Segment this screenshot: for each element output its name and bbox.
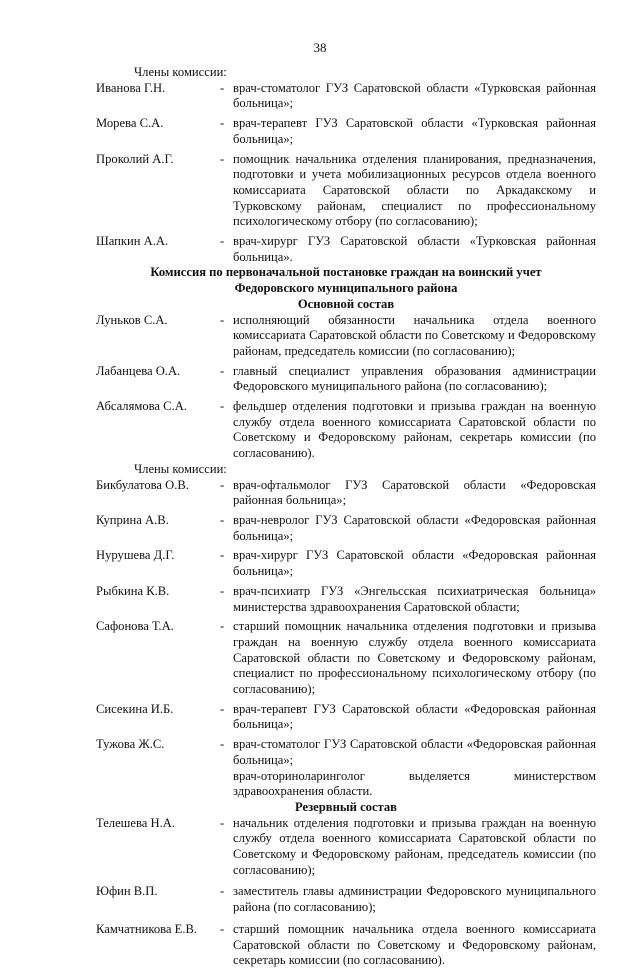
member-name: Сисекина И.Б.	[96, 701, 174, 716]
member-position: врач-психиатр ГУЗ «Энгельсская психиатрическая больница» министерства здравоохранения Саратовской области;	[233, 583, 596, 614]
member-name: Нурушева Д.Г.	[96, 548, 175, 563]
member-position: врач-хирург ГУЗ Саратовской области «Федоровская районная больница»;	[233, 548, 596, 579]
commission-title-line1: Комиссия по первоначальной постановке граждан на воинский учет	[150, 265, 542, 280]
member-position: исполняющий обязанности начальника отдела военного комиссариата Саратовской области по Советскому и Федоровскому районам, председатель комиссии (по согласованию);	[233, 312, 596, 358]
member-entry	[96, 478, 596, 509]
members-label: Члены комиссии:	[134, 65, 227, 79]
member-position: старший помощник начальника отдела военного комиссариата Саратовской области по Советскому и Федоровскому районам, секретарь комиссии (по согласованию).	[233, 921, 596, 968]
dash: -	[220, 701, 225, 716]
member-position: врач-стоматолог ГУЗ Саратовской области «Федоровская районная больница»;	[233, 737, 596, 767]
member-entry	[96, 548, 596, 579]
member-name: Куприна А.В.	[96, 512, 169, 527]
dash: -	[220, 234, 225, 249]
dash: -	[220, 363, 225, 378]
member-entry	[96, 81, 596, 112]
dash: -	[220, 477, 225, 492]
page-number: 38	[313, 40, 327, 55]
member-entry	[96, 584, 596, 615]
member-entry	[96, 313, 596, 360]
member-name: Морева С.А.	[96, 116, 164, 131]
member-name: Тужова Ж.С.	[96, 737, 165, 752]
dash: -	[220, 583, 225, 598]
note-text: врач-оториноларинголог выделяется министерством здравоохранения области.	[233, 768, 596, 799]
member-name: Проколий А.Г.	[96, 151, 174, 166]
member-position: врач-стоматолог ГУЗ Саратовской области «Турковская районная больница»;	[233, 80, 596, 111]
dash: -	[220, 921, 225, 936]
member-name: Сафонова Т.А.	[96, 619, 174, 634]
member-name: Иванова Г.Н.	[96, 80, 166, 95]
dash: -	[220, 737, 225, 752]
member-entry	[96, 816, 596, 879]
member-position: заместитель главы администрации Федоровского муниципального района (по согласованию);	[233, 884, 596, 915]
dash: -	[220, 512, 225, 527]
member-entry	[96, 152, 596, 231]
members-label: Члены комиссии:	[134, 461, 227, 476]
document-body	[96, 65, 596, 969]
member-entry	[96, 619, 596, 698]
member-entry	[96, 513, 596, 544]
member-position: старший помощник начальника отделения подготовки и призыва граждан на военную службу отдела военного комиссариата Саратовской области по Советскому и Федоровскому районам, специалист по профессиональному психологическому отбору (по согласованию);	[233, 619, 596, 697]
member-position: врач-терапевт ГУЗ Саратовской области «Турковская районная больница»;	[233, 116, 596, 146]
member-entry	[96, 922, 596, 969]
dash: -	[220, 80, 225, 95]
member-name: Юфин В.П.	[96, 884, 158, 899]
member-entry	[96, 884, 596, 915]
member-entry	[96, 399, 596, 462]
main-composition-heading: Основной состав	[297, 296, 395, 311]
member-position: врач-хирург ГУЗ Саратовской области «Турковская районная больница».	[233, 234, 596, 264]
member-name: Абсалямова С.А.	[96, 399, 187, 414]
member-name: Луньков С.А.	[96, 312, 168, 327]
member-position: врач-терапевт ГУЗ Саратовской области «Федоровская районная больница»;	[233, 701, 596, 732]
dash: -	[220, 116, 225, 131]
member-name: Лабанцева О.А.	[96, 363, 181, 378]
member-position: врач-невролог ГУЗ Саратовской области «Федоровская районная больница»;	[233, 512, 596, 543]
commission-title-line2: Федоровского муниципального района	[234, 281, 458, 296]
member-entry	[96, 737, 596, 768]
dash: -	[220, 548, 225, 563]
dash: -	[220, 151, 225, 166]
member-entry	[96, 234, 596, 265]
member-entry	[96, 116, 596, 147]
member-entry	[96, 364, 596, 395]
member-position: главный специалист управления образования администрации Федоровского муниципального района (по согласованию);	[233, 363, 596, 394]
dash: -	[220, 884, 225, 899]
dash: -	[220, 399, 225, 414]
member-name: Рыбкина К.В.	[96, 583, 170, 598]
member-position: фельдшер отделения подготовки и призыва граждан на военную службу отдела военного комиссариата Саратовской области по Советскому и Федоровскому районам, секретарь комиссии (по согласованию).	[233, 399, 596, 461]
member-entry	[96, 702, 596, 733]
member-name: Бикбулатова О.В.	[96, 477, 189, 492]
dash: -	[220, 619, 225, 634]
member-position: помощник начальника отделения планирования, предназначения, подготовки и учета мобилизационных ресурсов отдела военного комиссариата Саратовской области по Аркадакскому и Турковскому районам, специалист по профессиональному психологическому отбору (по согласованию);	[233, 151, 596, 229]
member-position: начальник отделения подготовки и призыва граждан на военную службу отдела военного комиссариата Саратовской области по Советскому и Федоровскому районам, председатель комиссии (по согласованию);	[233, 815, 596, 877]
reserve-composition-heading: Резервный состав	[295, 799, 397, 814]
member-name: Телешева Н.А.	[96, 815, 175, 830]
member-name: Шапкин А.А.	[96, 234, 169, 249]
member-name: Камчатникова Е.В.	[96, 921, 198, 936]
dash: -	[220, 815, 225, 830]
member-position: врач-офтальмолог ГУЗ Саратовской области «Федоровская районная больница»;	[233, 477, 596, 508]
dash: -	[220, 312, 225, 327]
